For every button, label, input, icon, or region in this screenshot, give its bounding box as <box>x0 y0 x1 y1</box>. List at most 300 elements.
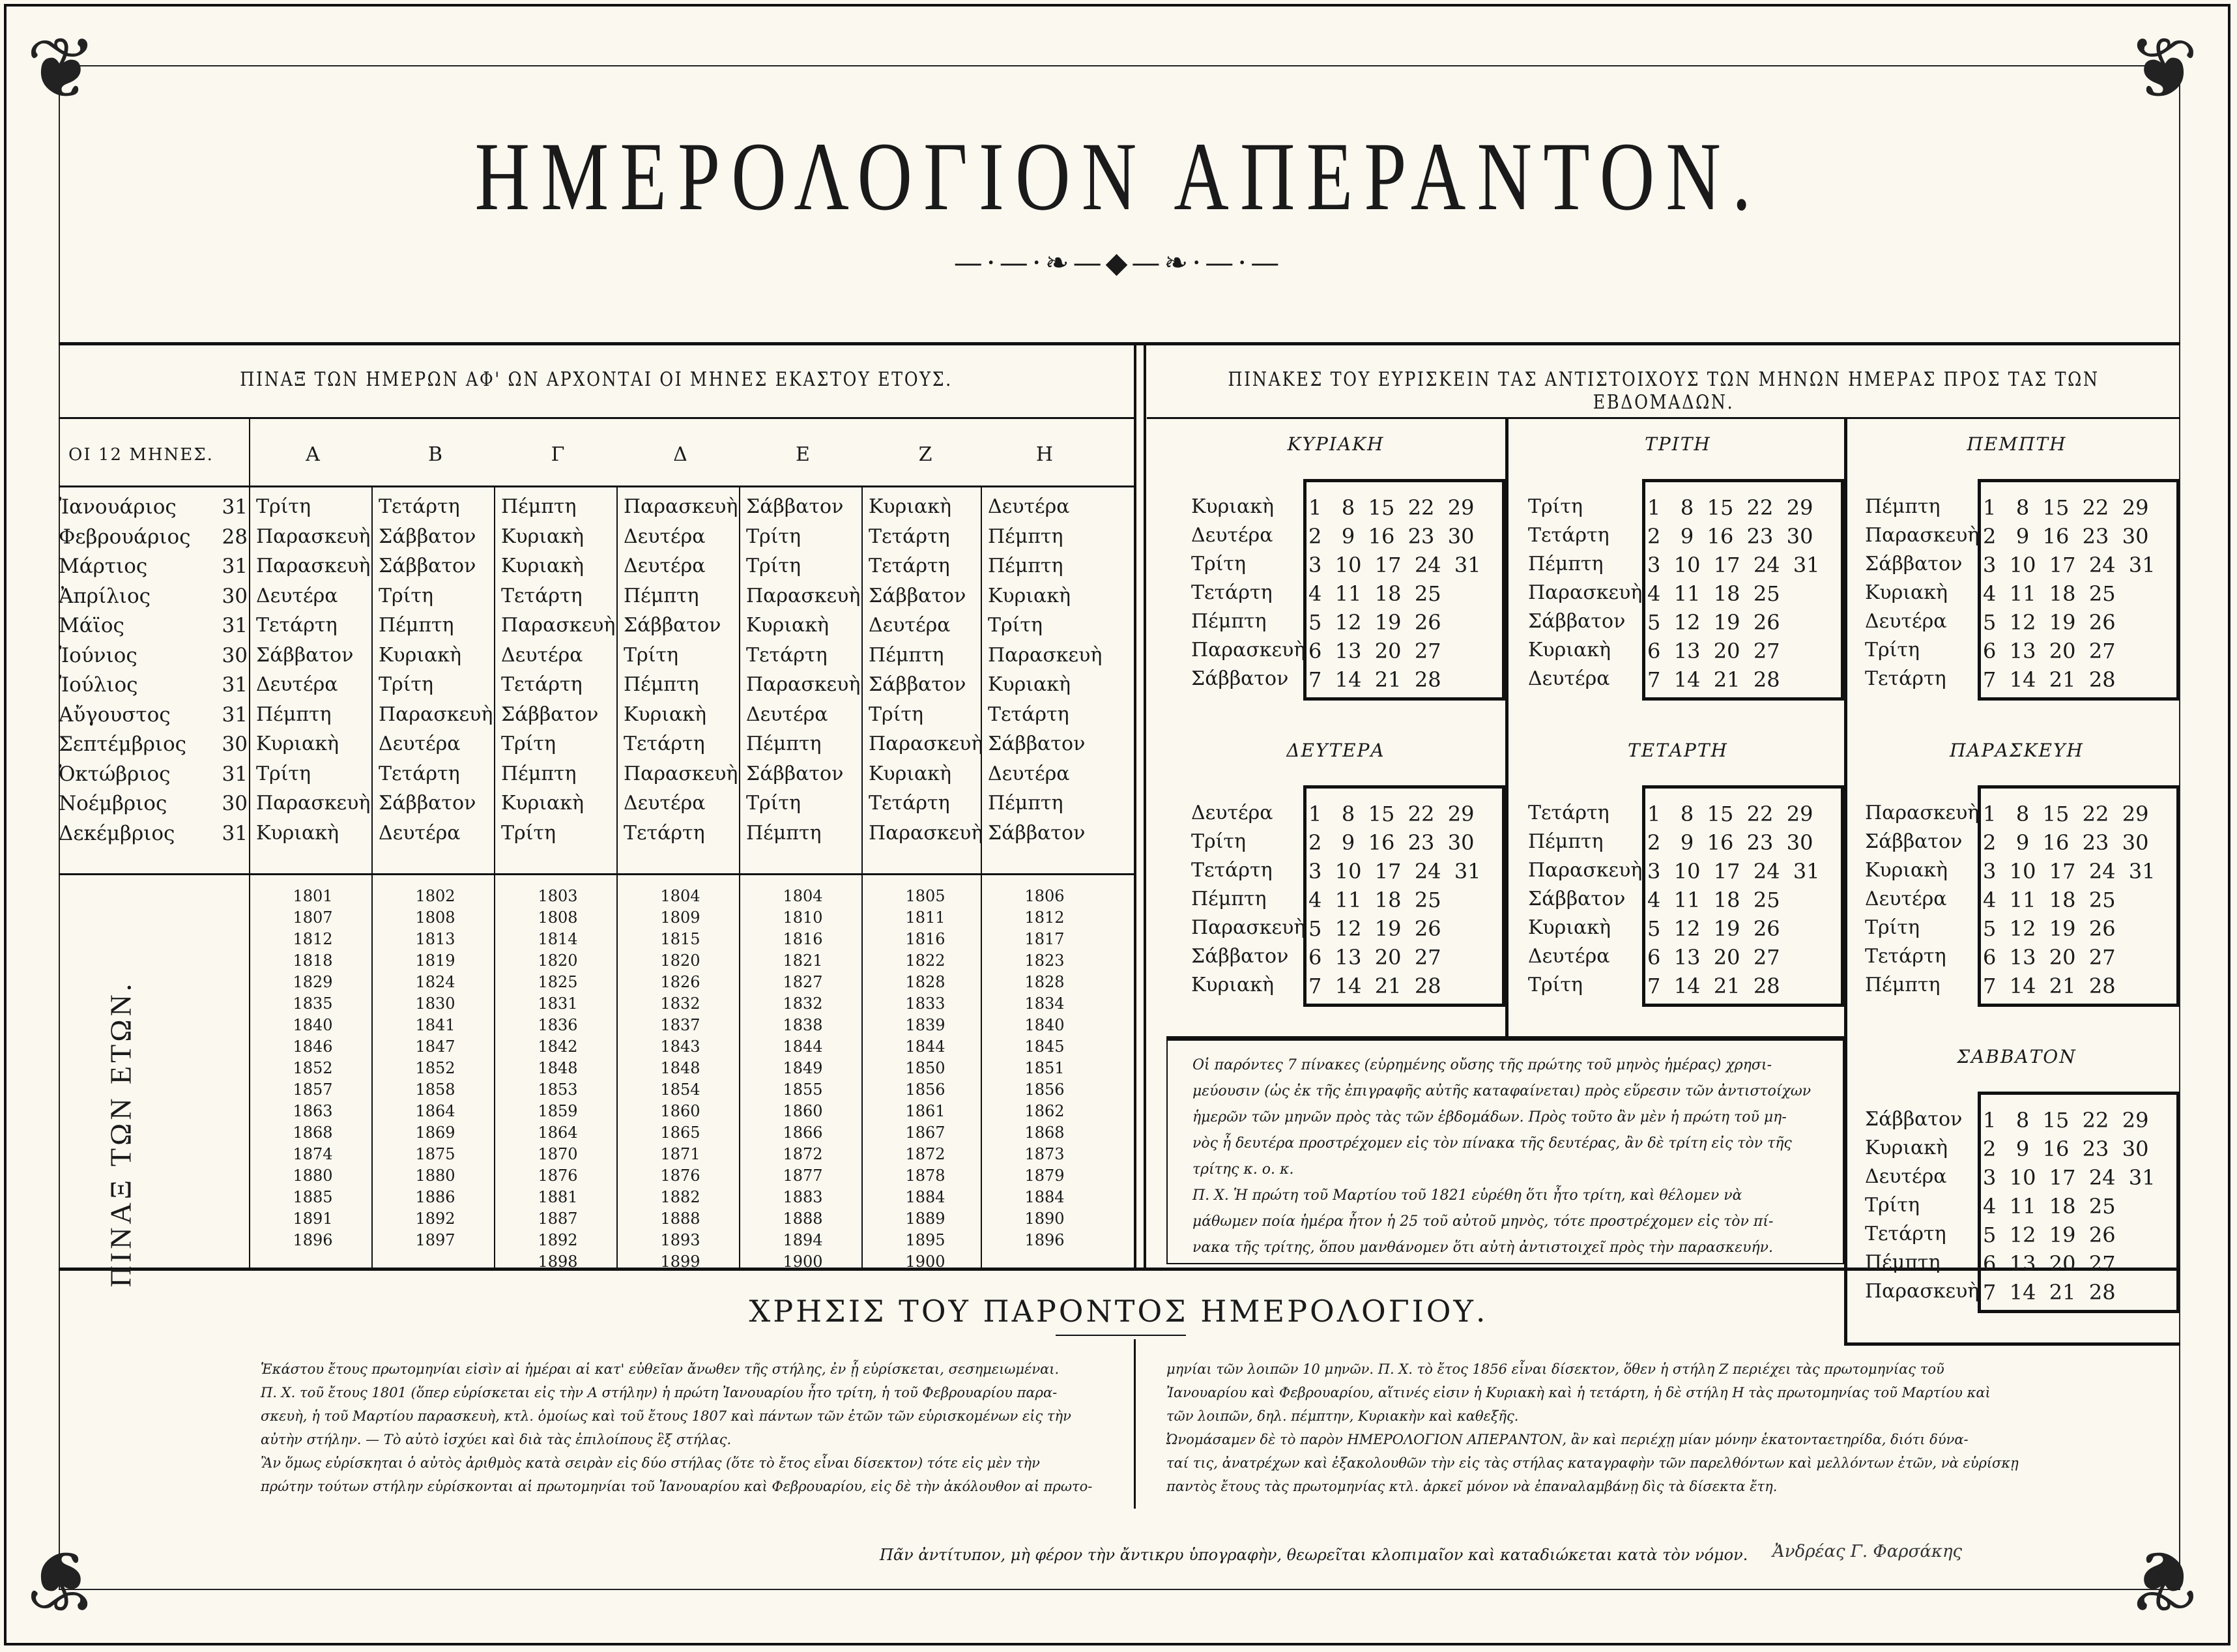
weekday-label: Σάββατον <box>1528 888 1626 910</box>
year-value: 1887 <box>538 1210 578 1228</box>
weekday-cell: Τρίτη <box>256 495 311 518</box>
date-row: 3 10 17 24 31 <box>1308 859 1481 884</box>
year-value: 1824 <box>415 973 455 991</box>
year-value: 1830 <box>415 994 455 1013</box>
weekday-cell: Δευτέρα <box>746 703 828 726</box>
year-value: 1819 <box>415 951 455 970</box>
month-days: 31 <box>222 821 248 845</box>
weekday-label: Τρίτη <box>1191 553 1246 575</box>
section-rule <box>59 1268 2180 1271</box>
year-value: 1856 <box>1024 1080 1065 1099</box>
weekday-label: Τρίτη <box>1528 495 1583 518</box>
year-value: 1835 <box>293 994 333 1013</box>
weekday-label: Πέμπτη <box>1865 1251 1941 1274</box>
year-value: 1883 <box>783 1188 823 1206</box>
center-divider <box>1144 342 1146 1268</box>
weekday-label: Σάββατον <box>1865 830 1963 853</box>
weekday-cell: Πέμπτη <box>256 703 332 726</box>
month-row <box>59 585 248 608</box>
year-value: 1826 <box>660 973 700 991</box>
year-value: 1869 <box>415 1123 455 1142</box>
weekday-cell: Πέμπτη <box>746 732 822 755</box>
date-row: 1 8 15 22 29 <box>1308 495 1475 520</box>
month-days: 31 <box>222 614 248 637</box>
usage-title: ΧΡΗΣΙΣ ΤΟΥ ΠΑΡΟΝΤΟΣ ΗΜΕΡΟΛΟΓΙΟΥ. <box>749 1294 1488 1329</box>
weekday-cell: Τετάρτη <box>869 792 950 815</box>
year-value: 1855 <box>783 1080 823 1099</box>
usage-line: μηνίαι τῶν λοιπῶν 10 μηνῶν. Π. Χ. τὸ ἔτος 1856 εἶναι δίσεκτον, ὅθεν ἡ στήλη Ζ περιέχει τὰς πρωτομηνίας τοῦ <box>1166 1361 1944 1377</box>
weekday-cell: Κυριακὴ <box>256 821 339 845</box>
year-value: 1831 <box>538 994 578 1013</box>
month-name: Μάρτιος <box>59 555 148 578</box>
weekday-cell: Παρασκευὴ <box>624 762 738 785</box>
year-value: 1880 <box>293 1167 333 1185</box>
weekday-cell: Τετάρτη <box>379 495 460 518</box>
note-line: νακα τῆς τρίτης, ὅπου μανθάνομεν ὅτι αὐτὴ ἀντιστοιχεῖ πρὸς τὴν παρασκευήν. <box>1192 1239 1773 1256</box>
year-value: 1820 <box>660 951 700 970</box>
weekday-cell: Πέμπτη <box>746 821 822 845</box>
corner-ornament-icon: ❦ <box>2128 19 2199 118</box>
weekday-cell: Σάββατον <box>988 821 1086 845</box>
weekday-label: Κυριακὴ <box>1528 916 1611 939</box>
year-value: 1868 <box>1024 1123 1065 1142</box>
year-value: 1892 <box>415 1210 455 1228</box>
weekday-label: Πέμπτη <box>1865 495 1941 518</box>
date-row: 1 8 15 22 29 <box>1983 802 2149 826</box>
date-row: 6 13 20 27 <box>1647 639 1780 663</box>
weekday-label: Τρίτη <box>1865 916 1920 939</box>
year-value: 1899 <box>660 1253 700 1271</box>
column-divider <box>249 417 250 1268</box>
month-days: 31 <box>222 703 248 727</box>
weekday-cell: Τετάρτη <box>746 643 828 667</box>
year-value: 1878 <box>905 1167 945 1185</box>
weekday-cell: Δευτέρα <box>988 762 1070 785</box>
weekday-cell: Παρασκευὴ <box>624 495 738 518</box>
year-value: 1834 <box>1024 994 1065 1013</box>
usage-line: πρώτην τούτων στήλην εὑρίσκονται αἱ πρωτομηνίαι τοῦ Ἰανουαρίου καὶ Φεβρουαρίου, εἰς δὲ τὴν ἀκόλουθον αἱ πρωτο- <box>261 1479 1093 1494</box>
weekday-label: Παρασκευὴ <box>1191 916 1306 939</box>
weekday-cell: Κυριακὴ <box>988 584 1071 607</box>
date-row: 7 14 21 28 <box>1983 974 2116 998</box>
year-value: 1867 <box>905 1123 945 1142</box>
corner-ornament-icon: ❦ <box>26 1531 97 1630</box>
panel-title: ΠΑΡΑΣΚΕΥΗ <box>1950 740 2084 761</box>
column-header: Ε <box>796 443 810 466</box>
month-name: Αὔγουστος <box>59 703 171 727</box>
date-row: 6 13 20 27 <box>1983 639 2116 663</box>
weekday-cell: Τρίτη <box>746 525 801 548</box>
date-row: 2 9 16 23 30 <box>1647 830 1813 855</box>
date-row: 3 10 17 24 31 <box>1983 859 2156 884</box>
weekday-label: Κυριακὴ <box>1865 581 1948 604</box>
year-value: 1854 <box>660 1080 700 1099</box>
usage-line: παντὸς ἔτους τὰς πρωτομηνίας κτλ. ἀρκεῖ μόνον νὰ ἐπαναλαμβάνῃ δὶς τὰ δίσεκτα ἔτη. <box>1166 1479 1778 1494</box>
date-row: 4 11 18 25 <box>1983 888 2116 912</box>
weekday-cell: Πέμπτη <box>869 643 944 667</box>
weekday-cell: Τετάρτη <box>379 762 460 785</box>
date-row: 2 9 16 23 30 <box>1308 524 1475 549</box>
date-row: 3 10 17 24 31 <box>1647 553 1820 577</box>
month-row <box>59 495 248 519</box>
weekday-label: Σάββατον <box>1528 610 1626 633</box>
weekday-label: Παρασκευὴ <box>1865 802 1980 824</box>
year-value: 1897 <box>415 1231 455 1249</box>
weekday-label: Τρίτη <box>1191 830 1246 853</box>
month-name: Ἀπρίλιος <box>59 584 151 608</box>
note-line: νὸς ἦ δευτέρα προστρέχομεν εἰς τὸν πίνακα τῆς δευτέρας, ἂν δὲ τρίτη εἰς τὸν τῆς <box>1192 1135 1792 1152</box>
table-rule <box>59 485 1134 487</box>
date-row: 4 11 18 25 <box>1647 888 1780 912</box>
year-value: 1848 <box>538 1059 578 1077</box>
year-value: 1894 <box>783 1231 823 1249</box>
year-value: 1803 <box>538 887 578 905</box>
year-value: 1896 <box>293 1231 333 1249</box>
weekday-cell: Τετάρτη <box>624 821 705 845</box>
year-value: 1874 <box>293 1145 333 1163</box>
date-row: 3 10 17 24 31 <box>1983 553 2156 577</box>
date-row: 5 12 19 26 <box>1983 1223 2116 1247</box>
note-line: τρίτης κ. ο. κ. <box>1192 1161 1294 1178</box>
weekday-label: Τετάρτη <box>1865 1223 1946 1245</box>
year-value: 1856 <box>905 1080 945 1099</box>
weekday-label: Κυριακὴ <box>1191 974 1275 996</box>
usage-line: ταί τις, ἀνατρέχων καὶ ἐξακολουθῶν τὴν εἰς τὰς στήλας καταγραφὴν τῶν παρελθόντων καὶ μελλόντων ἐτῶν, νὰ εὑρίσκῃ <box>1166 1455 2019 1471</box>
weekday-cell: Σάββατον <box>988 732 1086 755</box>
year-value: 1838 <box>783 1016 823 1034</box>
table-rule <box>1147 417 2180 419</box>
date-row: 2 9 16 23 30 <box>1983 830 2149 855</box>
weekday-cell: Κυριακὴ <box>988 673 1071 696</box>
year-value: 1802 <box>415 887 455 905</box>
date-row: 7 14 21 28 <box>1308 667 1441 692</box>
weekday-cell: Τετάρτη <box>869 525 950 548</box>
usage-title-underline <box>1056 1335 1186 1336</box>
weekday-cell: Σάββατον <box>379 525 476 548</box>
date-row: 1 8 15 22 29 <box>1983 1108 2149 1133</box>
year-value: 1816 <box>783 930 823 948</box>
year-value: 1812 <box>293 930 333 948</box>
year-value: 1900 <box>783 1253 823 1271</box>
month-days: 30 <box>222 792 248 815</box>
year-value: 1888 <box>660 1210 700 1228</box>
year-value: 1900 <box>905 1253 945 1271</box>
year-value: 1827 <box>783 973 823 991</box>
year-value: 1881 <box>538 1188 578 1206</box>
center-divider <box>1134 342 1136 1268</box>
weekday-cell: Δευτέρα <box>256 673 338 696</box>
weekday-cell: Κυριακὴ <box>379 643 462 667</box>
note-line: Οἱ παρόντες 7 πίνακες (εὑρημένης οὔσης τῆς πρώτης τοῦ μηνὸς ἡμέρας) χρησι- <box>1192 1057 1772 1073</box>
year-value: 1844 <box>905 1037 945 1056</box>
date-row: 3 10 17 24 31 <box>1647 859 1820 884</box>
weekday-cell: Σάββατον <box>746 762 844 785</box>
section-rule <box>59 342 2180 345</box>
year-value: 1864 <box>415 1102 455 1120</box>
year-value: 1872 <box>783 1145 823 1163</box>
year-value: 1804 <box>783 887 823 905</box>
year-value: 1821 <box>783 951 823 970</box>
year-value: 1822 <box>905 951 945 970</box>
weekday-label: Δευτέρα <box>1865 1165 1947 1188</box>
table-rule <box>59 873 1134 875</box>
year-value: 1863 <box>293 1102 333 1120</box>
year-value: 1893 <box>660 1231 700 1249</box>
year-value: 1812 <box>1024 908 1065 927</box>
weekday-label: Πέμπτη <box>1865 974 1941 996</box>
date-row: 5 12 19 26 <box>1983 916 2116 941</box>
usage-line: Π. Χ. τοῦ ἔτους 1801 (ὅπερ εὑρίσκεται εἰς τὴν Α στήλην) ἡ πρώτη Ἰανουαρίου ἦτο τρίτη, ἡ τοῦ Φεβρουαρίου παρα- <box>261 1385 1058 1400</box>
year-value: 1817 <box>1024 930 1065 948</box>
month-row <box>59 673 248 697</box>
weekday-cell: Σάββατον <box>746 495 844 518</box>
year-value: 1839 <box>905 1016 945 1034</box>
year-value: 1806 <box>1024 887 1065 905</box>
weekday-cell: Δευτέρα <box>501 643 583 667</box>
month-days: 30 <box>222 732 248 756</box>
date-row: 6 13 20 27 <box>1308 639 1441 663</box>
year-value: 1859 <box>538 1102 578 1120</box>
note-line: ἡμερῶν τῶν μηνῶν πρὸς τὰς τῶν ἑβδομάδων. Πρὸς τοῦτο ἂν μὲν ἡ πρώτη τοῦ μη- <box>1192 1109 1787 1125</box>
year-value: 1820 <box>538 951 578 970</box>
date-row: 5 12 19 26 <box>1983 610 2116 635</box>
note-line: Π. Χ. Ἡ πρώτη τοῦ Μαρτίου τοῦ 1821 εὑρέθη ὅτι ἦτο τρίτη, καὶ θέλομεν νὰ <box>1192 1187 1742 1204</box>
weekday-cell: Τρίτη <box>988 614 1043 637</box>
weekday-label: Τετάρτη <box>1191 859 1273 882</box>
weekday-cell: Τρίτη <box>501 732 556 755</box>
weekday-label: Παρασκευὴ <box>1528 581 1643 604</box>
weekday-label: Δευτέρα <box>1191 524 1273 547</box>
month-days: 28 <box>222 525 248 549</box>
weekday-cell: Τετάρτη <box>869 555 950 577</box>
year-value: 1886 <box>415 1188 455 1206</box>
panel-title: ΠΕΜΠΤΗ <box>1967 433 2067 455</box>
years-table-label: ΠΙΝΑΞ ΤΩΝ ΕΤΩΝ. <box>104 980 137 1288</box>
date-row: 5 12 19 26 <box>1647 916 1780 941</box>
weekday-cell: Δευτέρα <box>624 792 706 815</box>
month-row <box>59 703 248 727</box>
date-row: 7 14 21 28 <box>1647 974 1780 998</box>
month-row <box>59 792 248 815</box>
year-value: 1875 <box>415 1145 455 1163</box>
year-value: 1870 <box>538 1145 578 1163</box>
year-value: 1849 <box>783 1059 823 1077</box>
corner-ornament-icon: ❦ <box>2128 1531 2199 1630</box>
date-row: 7 14 21 28 <box>1308 974 1441 998</box>
column-header: Ζ <box>918 443 932 466</box>
month-row <box>59 732 248 756</box>
month-days: 31 <box>222 555 248 578</box>
month-row <box>59 614 248 637</box>
weekday-label: Δευτέρα <box>1865 888 1947 910</box>
panel-divider <box>1844 1342 2180 1346</box>
year-value: 1829 <box>293 973 333 991</box>
date-row: 4 11 18 25 <box>1983 581 2116 606</box>
weekday-cell: Σάββατον <box>379 792 476 815</box>
date-row: 7 14 21 28 <box>1647 667 1780 692</box>
year-value: 1896 <box>1024 1231 1065 1249</box>
weekday-label: Κυριακὴ <box>1528 639 1611 661</box>
year-value: 1888 <box>783 1210 823 1228</box>
usage-line: αὐτὴν στήλην. — Τὸ αὐτὸ ἰσχύει καὶ διὰ τὰς ἐπιλοίπους ἓξ στήλας. <box>261 1432 732 1447</box>
weekday-cell: Δευτέρα <box>379 821 461 845</box>
weekday-cell: Σάββατον <box>869 584 966 607</box>
date-row: 7 14 21 28 <box>1983 1280 2116 1305</box>
year-value: 1828 <box>905 973 945 991</box>
weekday-label: Πέμπτη <box>1528 830 1604 853</box>
year-value: 1833 <box>905 994 945 1013</box>
usage-line: Ἂν ὅμως εὑρίσκηται ὁ αὐτὸς ἀριθμὸς κατὰ σειρὰν εἰς δύο στήλας (ὅτε τὸ ἔτος εἶναι δίσεκτον) τότε εἰς μὲν τὴν <box>261 1455 1040 1471</box>
date-row: 6 13 20 27 <box>1308 945 1441 970</box>
weekday-cell: Κυριακὴ <box>869 762 952 785</box>
weekday-label: Τετάρτη <box>1191 581 1273 604</box>
weekday-cell: Τρίτη <box>746 555 801 577</box>
weekday-cell: Τετάρτη <box>988 703 1069 726</box>
weekday-cell: Παρασκευὴ <box>746 584 861 607</box>
year-value: 1825 <box>538 973 578 991</box>
month-row <box>59 762 248 786</box>
date-row: 4 11 18 25 <box>1983 1194 2116 1219</box>
weekday-cell: Σάββατον <box>869 673 966 696</box>
year-value: 1809 <box>660 908 700 927</box>
year-value: 1889 <box>905 1210 945 1228</box>
column-header: Δ <box>673 443 687 466</box>
year-value: 1832 <box>783 994 823 1013</box>
year-value: 1862 <box>1024 1102 1065 1120</box>
weekday-cell: Δευτέρα <box>988 495 1070 518</box>
date-row: 2 9 16 23 30 <box>1308 830 1475 855</box>
date-row: 4 11 18 25 <box>1308 888 1441 912</box>
weekday-label: Κυριακὴ <box>1865 859 1948 882</box>
weekday-label: Δευτέρα <box>1191 802 1273 824</box>
weekday-cell: Κυριακὴ <box>256 732 339 755</box>
year-value: 1898 <box>538 1253 578 1271</box>
note-line: μάθωμεν ποία ἡμέρα ἦτον ἡ 25 τοῦ αὐτοῦ μηνὸς, τότε προστρέχομεν εἰς τὸν πί- <box>1192 1213 1774 1230</box>
year-value: 1884 <box>905 1188 945 1206</box>
weekday-label: Τρίτη <box>1865 1194 1920 1217</box>
date-row: 3 10 17 24 31 <box>1308 553 1481 577</box>
year-value: 1823 <box>1024 951 1065 970</box>
weekday-label: Παρασκευὴ <box>1191 639 1306 661</box>
month-name: Ἰούνιος <box>59 643 137 667</box>
weekday-cell: Πέμπτη <box>501 762 577 785</box>
year-value: 1841 <box>415 1016 455 1034</box>
weekday-cell: Παρασκευὴ <box>869 732 983 755</box>
weekday-cell: Πέμπτη <box>988 792 1063 815</box>
weekday-label: Σάββατον <box>1191 667 1289 690</box>
date-row: 5 12 19 26 <box>1308 610 1441 635</box>
year-value: 1842 <box>538 1037 578 1056</box>
year-value: 1840 <box>1024 1016 1065 1034</box>
panel-divider <box>1844 417 1847 1342</box>
year-value: 1857 <box>293 1080 333 1099</box>
weekday-cell: Παρασκευὴ <box>988 643 1103 667</box>
year-value: 1846 <box>293 1037 333 1056</box>
year-value: 1811 <box>905 908 945 927</box>
column-header: Β <box>427 443 443 466</box>
year-value: 1866 <box>783 1123 823 1142</box>
year-value: 1847 <box>415 1037 455 1056</box>
month-days: 31 <box>222 495 248 519</box>
weekday-cell: Σάββατον <box>501 703 599 726</box>
year-value: 1801 <box>293 887 333 905</box>
year-value: 1852 <box>293 1059 333 1077</box>
month-name: Ἰανουάριος <box>59 495 177 519</box>
usage-line: σκευὴ, ἡ τοῦ Μαρτίου παρασκευὴ, κτλ. ὁμοίως καὶ τοῦ ἔτους 1807 καὶ πάντων τῶν ἐτῶν τῶν εὑρισκομένων εἰς τὴν <box>261 1408 1071 1424</box>
year-value: 1882 <box>660 1188 700 1206</box>
weekday-cell: Σάββατον <box>256 643 354 667</box>
weekday-cell: Κυριακὴ <box>501 792 585 815</box>
year-value: 1852 <box>415 1059 455 1077</box>
year-value: 1804 <box>660 887 700 905</box>
weekday-label: Παρασκευὴ <box>1865 524 1980 547</box>
months-header: ΟΙ 12 ΜΗΝΕΣ. <box>68 445 214 465</box>
year-value: 1810 <box>783 908 823 927</box>
weekday-cell: Παρασκευὴ <box>256 525 371 548</box>
weekday-cell: Δευτέρα <box>869 614 951 637</box>
year-value: 1808 <box>415 908 455 927</box>
right-tables-heading: ΠΙΝΑΚΕΣ ΤΟΥ ΕΥΡΙΣΚΕΙΝ ΤΑΣ ΑΝΤΙΣΤΟΙΧΟΥΣ ΤΩΝ ΜΗΝΩΝ ΗΜΕΡΑΣ ΠΡΟΣ ΤΑΣ ΤΩΝ ΕΒΔΟΜΑΔΩΝ. <box>1228 368 2100 414</box>
year-value: 1845 <box>1024 1037 1065 1056</box>
year-value: 1860 <box>783 1102 823 1120</box>
month-row <box>59 555 248 578</box>
weekday-label: Σάββατον <box>1865 1108 1963 1131</box>
date-row: 4 11 18 25 <box>1308 581 1441 606</box>
year-value: 1890 <box>1024 1210 1065 1228</box>
month-name: Ἰούλιος <box>59 673 138 697</box>
weekday-cell: Τετάρτη <box>256 614 338 637</box>
weekday-label: Δευτέρα <box>1865 610 1947 633</box>
weekday-cell: Πέμπτη <box>379 614 454 637</box>
year-value: 1815 <box>660 930 700 948</box>
table-rule <box>59 417 1134 419</box>
weekday-cell: Παρασκευὴ <box>256 792 371 815</box>
weekday-cell: Τρίτη <box>746 792 801 815</box>
month-days: 31 <box>222 762 248 786</box>
year-value: 1840 <box>293 1016 333 1034</box>
month-days: 30 <box>222 584 248 608</box>
weekday-label: Παρασκευὴ <box>1528 859 1643 882</box>
panel-title: ΤΕΤΑΡΤΗ <box>1628 740 1728 761</box>
weekday-cell: Πέμπτη <box>988 525 1063 548</box>
weekday-cell: Παρασκευὴ <box>256 555 371 577</box>
year-value: 1813 <box>415 930 455 948</box>
month-days: 31 <box>222 673 248 697</box>
month-row <box>59 525 248 549</box>
year-value: 1814 <box>538 930 578 948</box>
weekday-cell: Σάββατον <box>379 555 476 577</box>
weekday-cell: Παρασκευὴ <box>379 703 493 726</box>
column-header: Γ <box>551 443 565 466</box>
year-value: 1850 <box>905 1059 945 1077</box>
year-value: 1877 <box>783 1167 823 1185</box>
date-row: 6 13 20 27 <box>1983 945 2116 970</box>
left-table-heading: ΠΙΝΑΞ ΤΩΝ ΗΜΕΡΩΝ ΑΦ' ΩΝ ΑΡΧΟΝΤΑΙ ΟΙ ΜΗΝΕΣ ΕΚΑΣΤΟΥ ΕΤΟΥΣ. <box>240 368 953 391</box>
usage-line: Ἑκάστου ἔτους πρωτομηνίαι εἰσὶν αἱ ἡμέραι αἱ κατ' εὐθεῖαν ἄνωθεν τῆς στήλης, ἐν ᾗ εὑρίσκεται, σεσημειωμέναι. <box>261 1361 1060 1377</box>
year-value: 1871 <box>660 1145 700 1163</box>
weekday-label: Τετάρτη <box>1528 802 1609 824</box>
weekday-label: Πέμπτη <box>1528 553 1604 575</box>
year-value: 1864 <box>538 1123 578 1142</box>
date-row: 6 13 20 27 <box>1983 1251 2116 1276</box>
year-value: 1808 <box>538 908 578 927</box>
weekday-cell: Παρασκευὴ <box>501 614 616 637</box>
weekday-cell: Πέμπτη <box>624 584 699 607</box>
year-value: 1851 <box>1024 1059 1065 1077</box>
year-value: 1858 <box>415 1080 455 1099</box>
year-value: 1876 <box>538 1167 578 1185</box>
year-value: 1844 <box>783 1037 823 1056</box>
